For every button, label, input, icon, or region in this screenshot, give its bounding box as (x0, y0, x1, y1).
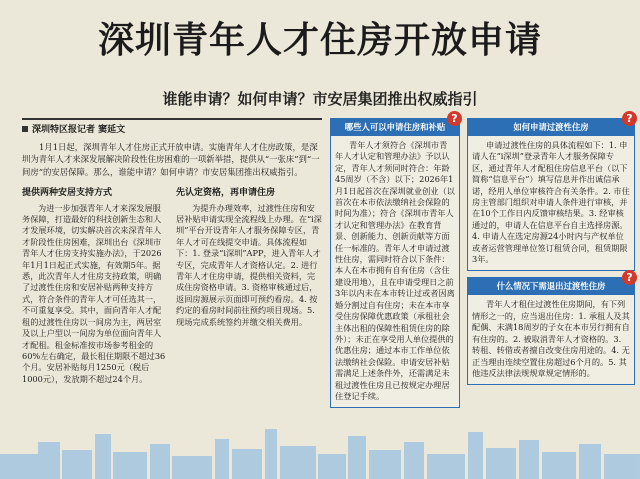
sidebar-box-1 (330, 112, 460, 408)
subheadline: 谁能申请？如何申请？市安居集团推出权威指引 (162, 90, 478, 108)
box-3-title: 什么情况下需退出过渡性住房 (496, 281, 606, 292)
box-2-text: 申请过渡性住房的具体流程如下：1. 申请人在“i深圳”登录青年人才服务保障专区，通过青年人才配租住房信息平台（以下简称“信息平台”）填写信息并作出诚信承诺，经用人单位审核符合有关条件。2. 市住房主管部门组织对申请人条件进行审核，并在10个工作日内反馈审核结果。3. 经审核通过的，申请人在信息平台自主选择房源。4. 申请人在选定房源24小时内与产权单位或者运营管理单位签订租赁合同，租赁期限3年。 (472, 140, 630, 265)
box-2-title-bar (467, 112, 635, 136)
box-1-title-bar (330, 112, 460, 136)
lead-paragraph: 1月1日起，深圳青年人才住房正式开放申请。实施青年人才住房政策，是深圳为青年人才来深发展解决阶段性住房困难的一项新举措，提供从“一张床”到“一间房”的安居保障。那么，谁能申请？如何申请？市安居集团推出权威指引。 (22, 142, 320, 177)
question-icon: ? (447, 111, 462, 126)
byline (22, 118, 322, 135)
question-icon: ? (622, 270, 637, 285)
question-icon: ? (622, 111, 637, 126)
byline-text: 深圳特区报记者 窦延文 (32, 125, 126, 135)
section-heading-2: 先认定资格，再申请住房 (176, 188, 276, 199)
article-column-2 (176, 184, 322, 386)
box-1-title: 哪些人可以申请住房和补贴 (344, 122, 446, 132)
headline: 深圳青年人才住房开放申请 (97, 20, 542, 61)
column-2-text: 为提升办理效率，过渡性住房和安居补贴申请实现全流程线上办理。在“i深圳”平台开设青年人才服务保障专区，青年人才可在线提交申请。具体流程如下：1. 登录“i深圳”APP，进入青年人才专区，完成青年人才资格认定。2. 进行青年人才住房申请，提供相关资料，完成住房资格申请。3. 资格审核通过后，返回房源展示页面即可预约看房。4. 按约定的看房时间前往预约项目现场。5. 现场完成系统签约并缴交相关费用。 (176, 202, 322, 327)
box-3-title-bar (467, 271, 635, 295)
box-1-text: 青年人才须符合《深圳市青年人才认定和管理办法》予以认定，青年人才须同时符合：年龄45周岁（不含）以下；2026年1月1日起首次在深圳就业创业（以首次在本市依法缴纳社会保险的时间为准）；符合《深圳市青年人才认定和管理办法》在教育背景、创新能力、创新贡献等方面任一标准的。青年人才申请过渡性住房，需同时符合以下条件：本人在本市拥有自有住房（含住建设用地），且在申请受理日之前3年以内未在本市转让过或者因离婚分割过自有住房；未在本市享受住房保障优惠政策（承租社会主体出租的保障性租赁住房的除外）；未正在享受用人单位提供的优惠住房；通过本市工作单位依法缴纳社会保险。申请安居补贴需满足上述条件外，还需满足未租过渡性住房且已按规定办理居住登记手续。 (335, 140, 455, 401)
city-skyline-illustration (0, 424, 640, 479)
section-heading-1: 提供两种安居支持方式 (22, 188, 113, 199)
column-1-text: 为进一步加强青年人才来深发展服务保障，打造最好的科技创新生态和人才发展环境，切实解决首次来深青年人才阶段性住房困难，深圳出台《深圳市青年人才住房支持实施办法》，于2026年1月1日起正式实施，有效期5年。据悉，此次青年人才住房支持政策，明确了过渡性住房和安居补贴两种支持方式，符合条件的青年人才可任选其一，不可重复享受。其中，面向青年人才配租的过渡性住房以一间房为主，两居室及以上户型以一间房为单位面向青年人才配租。租金标准按市场参考租金的60%左右确定，最长租住期限不超过36个月。安居补贴每月1250元（税后1000元），发放期不超过24个月。 (22, 202, 166, 384)
sidebar-right (467, 112, 635, 385)
article-column-1 (22, 184, 168, 386)
box-3-text: 青年人才租住过渡性住房期间，有下列情形之一的，应当退出住房：1. 承租人及其配偶、未满18周岁的子女在本市另行拥有自有住房的。2. 被取消青年人才资格的。3. 转租、转借或者擅自改变住房用途的。4. 无正当理由连续空置住房超过6个月的。5. 其他违反法律法规规章规定情形的。 (472, 299, 630, 378)
square-icon (22, 126, 28, 132)
box-2-title: 如何申请过渡性住房 (513, 122, 589, 132)
